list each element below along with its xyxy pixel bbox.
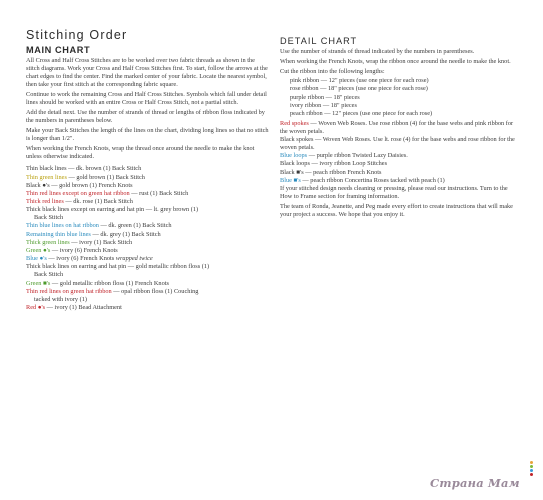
key-line: Green ■'s — gold metallic ribbon floss (1) French Knots: [26, 279, 169, 287]
intro-paragraph-2: Continue to work the remaining Cross and Half Cross Stitches. Symbols which fall under detail lines should be worked with an entire Cross or Half Cross Stitch, not a partial stitch.: [26, 91, 267, 107]
ribbon-lengths-list: [280, 77, 520, 118]
key-line: Black spokes — Woven Web Roses. Use lt. rose (4) for the base webs and rose ribbon for the woven petals.: [280, 135, 515, 152]
list-item: rose ribbon — 18" pieces (use one piece for each rose): [290, 85, 428, 93]
detail-chart-column: [280, 28, 520, 221]
key-line: Remaining thin blue lines — dk. grey (1) Back Stitch: [26, 230, 161, 238]
key-line: Black ●'s — gold brown (1) French Knots: [26, 181, 133, 189]
main-chart-heading: MAIN CHART: [26, 45, 91, 55]
page-title: Stitching Order: [26, 28, 128, 42]
detail-paragraph-2: When working the French Knots, wrap the ribbon once around the needle to make the knot.: [280, 57, 511, 65]
key-line-continued: Back Stitch: [34, 214, 64, 222]
list-item: peach ribbon — 12" pieces (use one piece for each rose): [290, 109, 433, 117]
cleaning-paragraph: If your stitched design needs cleaning or pressing, please read our instructions. Turn to the How to Frame section for framing information.: [280, 184, 508, 201]
key-line: Thin red lines except on green hat ribbon — rust (1) Back Stitch: [26, 189, 189, 197]
detail-chart-key: [280, 120, 520, 185]
key-line: Blue ●'s — ivory (6) French Knots wrapped twice: [26, 255, 153, 263]
key-line: Thin red lines on green hat ribbon — opal ribbon floss (1) Couching: [26, 287, 199, 295]
intro-paragraph-5: When working the French Knots, wrap the thread once around the needle to make the knot unless otherwise indicated.: [26, 144, 255, 161]
intro-paragraph-3: Add the detail next. Use the number of strands of thread or lengths of ribbon floss indicated by the numbers in parentheses below.: [26, 109, 265, 125]
key-line: Thick black lines except on earring and hat pin — lt. grey brown (1): [26, 206, 199, 214]
closing-paragraph: The team of Ronda, Jeanette, and Peg made every effort to create instructions that will make your project a success. We hope that you enjoy it.: [280, 202, 513, 218]
main-chart-column: [26, 28, 269, 312]
key-line: Thick red lines — dk. rose (1) Back Stitch: [26, 197, 133, 205]
watermark-text: Страна Мам: [430, 476, 520, 490]
list-item: pink ribbon — 12" pieces (use one piece for each rose): [290, 77, 429, 85]
detail-paragraph-1: Use the number of strands of thread indicated by the numbers in parentheses.: [280, 48, 475, 55]
list-item: ivory ribbon — 18" pieces: [290, 101, 357, 109]
key-line: Thick black lines on earring and hat pin — gold metallic ribbon floss (1): [26, 263, 210, 271]
key-line: Thin blue lines on hat ribbon — dk. green (1) Back Stitch: [26, 222, 172, 230]
key-line: Green ●'s — ivory (6) French Knots: [26, 246, 118, 254]
detail-paragraph-3: Cut the ribbon into the following lengths:: [280, 67, 385, 75]
dots-icon: [528, 460, 534, 477]
key-line: Thin black lines — dk. brown (1) Back Stitch: [26, 165, 142, 173]
detail-chart-heading: DETAIL CHART: [280, 36, 358, 46]
main-chart-key: [26, 165, 269, 312]
list-item: purple ribbon — 18" pieces: [290, 93, 360, 101]
key-line: Red spokes — Woven Web Roses. Use rose ribbon (4) for the base webs and pink ribbon for the woven petals.: [280, 119, 514, 135]
key-line: Thin green lines — gold brown (1) Back Stitch: [26, 173, 145, 181]
key-line-continued: Back Stitch: [34, 271, 64, 279]
intro-paragraph-4: Make your Back Stitches the length of the lines on the chart, dividing long lines so that no stitch is longer than 1/2".: [26, 127, 269, 143]
key-line: Black loops — ivory ribbon Loop Stitches: [280, 160, 388, 168]
intro-paragraph-1: All Cross and Half Cross Stitches are to be worked over two fabric threads as shown in the stitch diagrams. Work your Cross and Half Cross Stitches first. To start, follow the arrows at the chart edges to find the center. Find the marked center of your fabric. Locate the nearest symbol, then take your first stitch at the corresponding fabric square.: [26, 57, 268, 89]
key-line: Blue ■'s — peach ribbon Concertina Roses tacked with peach (1): [280, 176, 445, 184]
key-line: Black ■'s — peach ribbon French Knots: [280, 168, 382, 176]
key-line-continued: tacked with ivory (1): [34, 295, 87, 303]
key-line: Thick green lines — ivory (1) Back Stitch: [26, 238, 133, 246]
watermark-logo: [430, 474, 536, 494]
key-line: Blue loops — purple ribbon Twisted Lazy Daisies.: [280, 152, 408, 160]
key-line: Red ●'s — ivory (1) Bead Attachment: [26, 304, 122, 311]
